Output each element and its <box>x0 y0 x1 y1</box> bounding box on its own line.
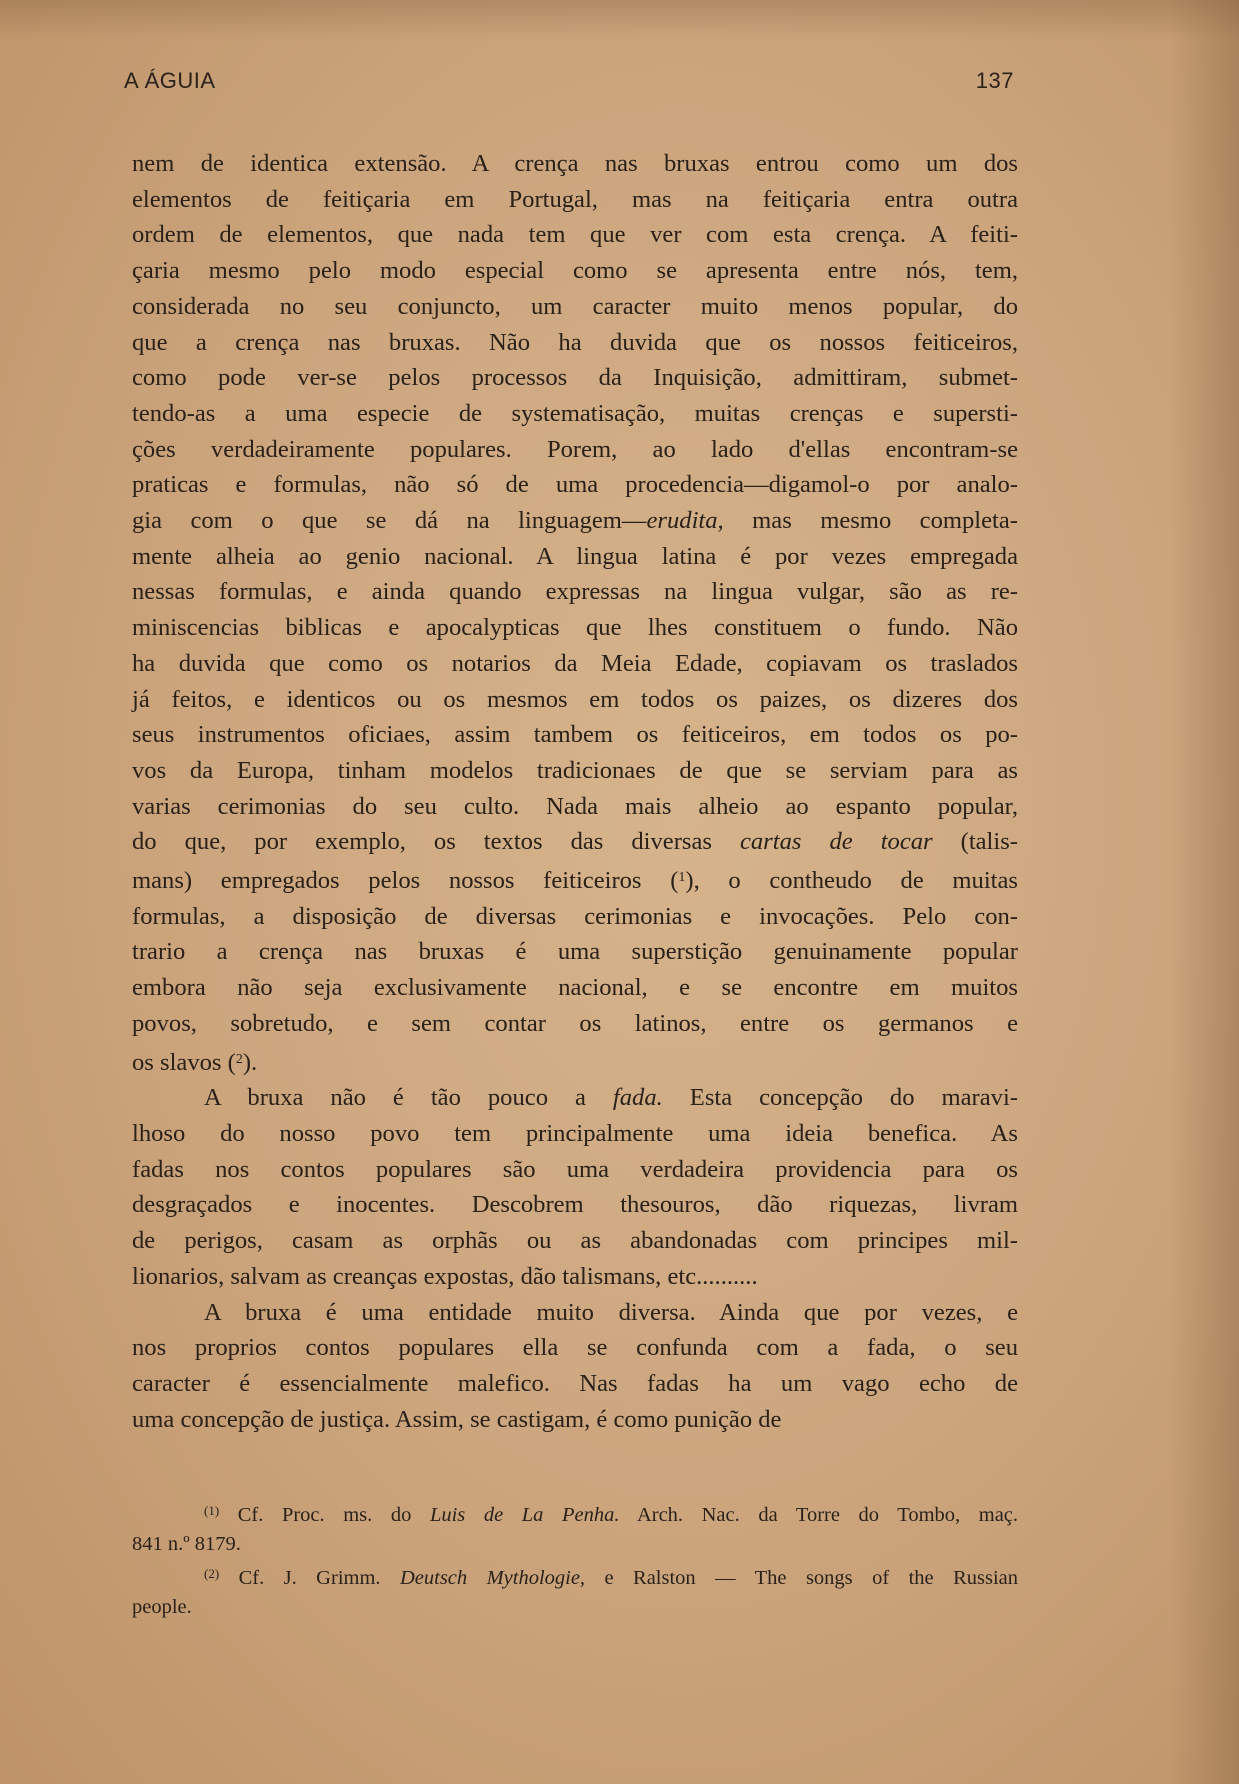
journal-title: A ÁGUIA <box>124 68 216 93</box>
text-run: Cf. J. Grimm. <box>219 1567 400 1589</box>
text-line <box>132 1042 1018 1081</box>
text-line: trario a crença nas bruxas é uma superstição genuinamente popular <box>132 938 1018 966</box>
text-line: seus instrumentos oficiaes, assim tambem os feiticeiros, em todos os po- <box>132 721 1018 749</box>
text-line: que a crença nas bruxas. Não ha duvida que os nossos feiticeiros, <box>132 328 1018 356</box>
text-line: como pode ver-se pelos processos da Inquisição, admittiram, submet- <box>132 364 1018 392</box>
italic-title: Luis de La Penha. <box>429 1504 620 1526</box>
text-line: A bruxa é uma entidade muito diversa. Ainda que por vezes, e <box>204 1298 1018 1326</box>
text-run: (talis- <box>932 828 1018 856</box>
text-line <box>132 503 1018 539</box>
text-run: people. <box>132 1596 192 1618</box>
page-number: 137 <box>975 68 1014 93</box>
footnote-reference: 1 <box>678 870 686 886</box>
text-line: já feitos, e identicos ou os mesmos em todos os paizes, os dizeres dos <box>132 685 1018 713</box>
text-line: formulas, a disposição de diversas cerimonias e invocações. Pelo con- <box>132 902 1018 930</box>
text-run: ). <box>242 1048 258 1076</box>
text-run: mans) empregados pelos nossos feiticeiros ( <box>132 867 679 895</box>
text-line: lhoso do nosso povo tem principalmente uma ideia benefica. As <box>132 1119 1018 1147</box>
text-run: Esta concepção do maravi- <box>662 1084 1018 1112</box>
footnote-number: (1) <box>204 1503 220 1518</box>
text-line: povos, sobretudo, e sem contar os latinos, entre os germanos e <box>132 1009 1018 1037</box>
text-line: considerada no seu conjuncto, um caracter muito menos popular, do <box>132 292 1018 320</box>
footnote-line <box>132 1496 1018 1530</box>
text-line: varias cerimonias do seu culto. Nada mais alheio ao espanto popular, <box>132 792 1018 820</box>
text-run: mas mesmo completa- <box>723 507 1018 535</box>
text-run: Cf. Proc. ms. do <box>219 1504 430 1526</box>
text-line: ha duvida que como os notarios da Meia Edade, copiavam os traslados <box>132 649 1018 677</box>
text-line: desgraçados e inocentes. Descobrem thesouros, dão riquezas, livram <box>132 1191 1018 1219</box>
footnote-line <box>132 1559 1018 1593</box>
text-line: nem de identica extensão. A crença nas bruxas entrou como um dos <box>132 150 1018 177</box>
text-line: nos proprios contos populares ella se confunda com a fada, o seu <box>132 1334 1018 1362</box>
footnote-reference: 2 <box>235 1051 243 1067</box>
page-edge-shadow <box>1169 0 1239 1784</box>
text-run: e Ralston — The songs of the Russian <box>585 1567 1018 1589</box>
text-line <box>132 860 1018 899</box>
text-line: caracter é essencialmente malefico. Nas fadas ha um vago echo de <box>132 1369 1018 1397</box>
text-run: A bruxa não é tão pouco a <box>204 1084 613 1112</box>
text-line: embora não seja exclusivamente nacional, e se encontre em muitos <box>132 974 1018 1002</box>
text-run: gia com o que se dá na linguagem— <box>132 507 647 535</box>
italic-term: erudita, <box>646 507 724 535</box>
text-run: ), o contheudo de muitas <box>685 867 1018 895</box>
text-line: uma concepção de justiça. Assim, se castigam, é como punição de <box>132 1405 782 1433</box>
text-line: vos da Europa, tinham modelos tradicionaes de que se serviam para as <box>132 756 1018 784</box>
footnote-number: (2) <box>204 1566 220 1581</box>
text-line: de perigos, casam as orphãs ou as abandonadas com principes mil- <box>132 1227 1018 1255</box>
text-run: 841 n.º 8179. <box>132 1533 241 1555</box>
italic-term: cartas de tocar <box>739 828 933 856</box>
body-text <box>132 146 1018 1437</box>
footnotes <box>132 1496 1018 1622</box>
page-top-shadow <box>0 0 1239 40</box>
text-line: çaria mesmo pelo modo especial como se apresenta entre nós, tem, <box>132 257 1018 285</box>
text-line: nessas formulas, e ainda quando expressas na lingua vulgar, são as re- <box>132 578 1018 606</box>
text-line: praticas e formulas, não só de uma procedencia—digamol-o por analo- <box>132 471 1018 499</box>
italic-term: fada. <box>612 1084 663 1112</box>
text-line <box>132 824 1018 860</box>
running-header <box>124 68 1014 94</box>
text-line: ções verdadeiramente populares. Porem, ao lado d'ellas encontram-se <box>132 435 1018 463</box>
text-run: do que, por exemplo, os textos das diversas <box>132 828 740 856</box>
footnote-line <box>132 1530 1018 1559</box>
text-line: fadas nos contos populares são uma verdadeira providencia para os <box>132 1155 1018 1183</box>
text-run: os slavos ( <box>132 1048 236 1076</box>
text-line: tendo-as a uma especie de systematisação, muitas crenças e supersti- <box>132 399 1018 427</box>
text-run: Arch. Nac. da Torre do Tombo, maç. <box>619 1504 1019 1526</box>
footnote-line <box>132 1593 1018 1622</box>
text-line: mente alheia ao genio nacional. A lingua latina é por vezes empregada <box>132 542 1018 570</box>
text-line: elementos de feitiçaria em Portugal, mas na feitiçaria entra outra <box>132 185 1018 213</box>
italic-title: Deutsch Mythologie, <box>399 1567 586 1589</box>
text-line: ordem de elementos, que nada tem que ver com esta crença. A feiti- <box>132 221 1018 249</box>
text-line: miniscencias biblicas e apocalypticas que lhes constituem o fundo. Não <box>132 614 1018 642</box>
text-line <box>132 1080 1018 1116</box>
text-line: lionarios, salvam as creanças expostas, dão talismans, etc.......... <box>132 1262 758 1290</box>
